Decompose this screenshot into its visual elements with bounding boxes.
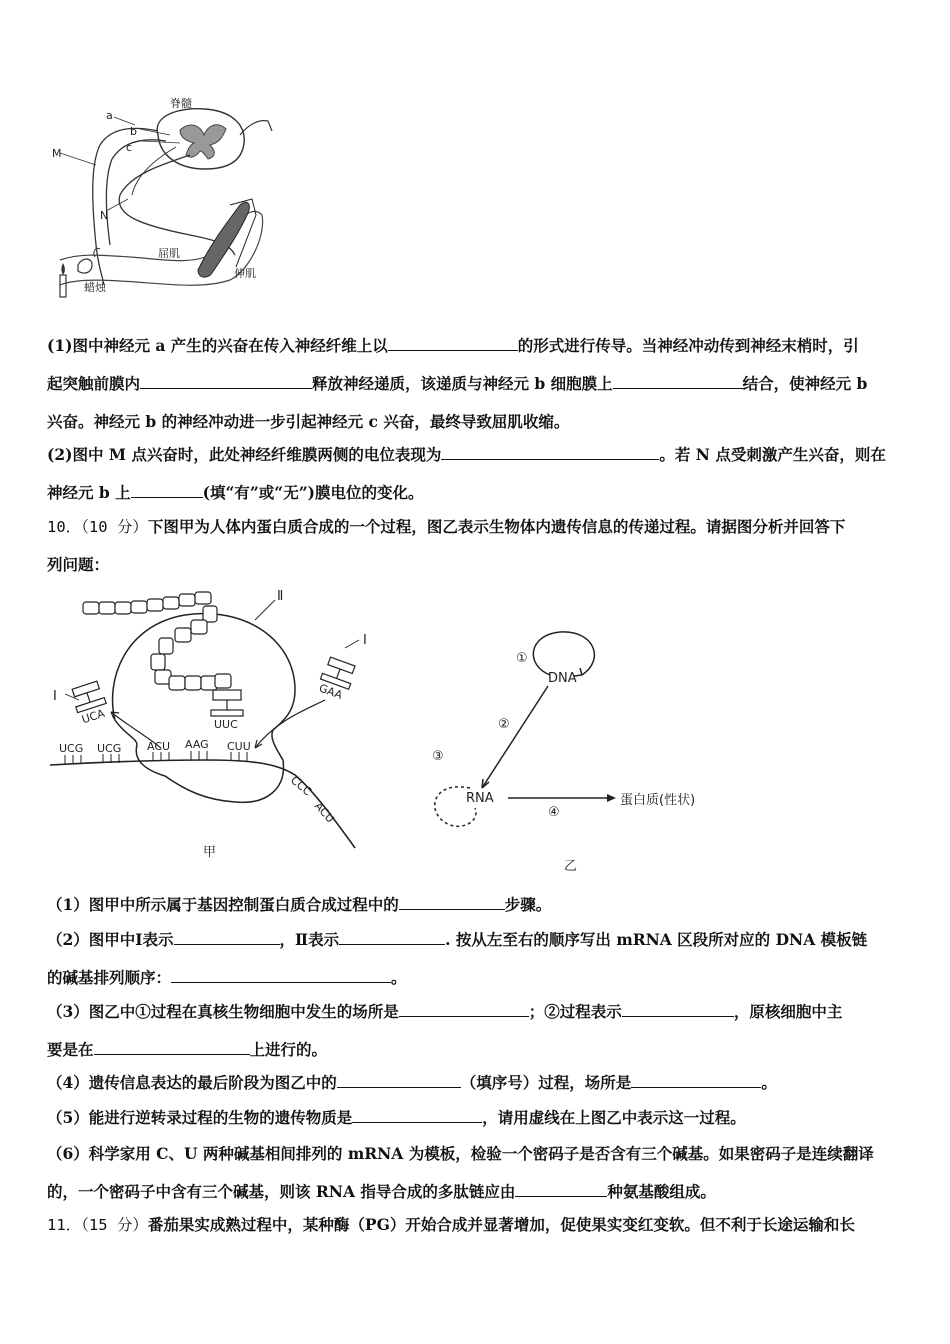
label-M: M: [52, 147, 62, 160]
q10-blank-8[interactable]: [337, 1069, 461, 1088]
q10-sub2: （2）图甲中Ⅰ表示 ，Ⅱ表示 . 按从左至右的顺序写出 mRNA 区段所对应的 DNA 模板链 的碱基排列顺序： 。: [47, 921, 907, 997]
label-circle-1: ①: [516, 651, 528, 666]
label-flexor: 屈肌: [158, 247, 180, 260]
label-I-left: Ⅰ: [53, 689, 57, 704]
q11-number: 11．: [47, 1216, 82, 1234]
label-circle-2: ②: [498, 717, 510, 732]
q9-blank-3[interactable]: [613, 370, 743, 389]
anticodon-right: GAA: [317, 681, 345, 702]
anticodon-left: UCA: [80, 706, 107, 727]
mrna-strand: [50, 760, 355, 848]
label-candle: 蜡烛: [84, 281, 106, 294]
q9-blank-5[interactable]: [131, 479, 203, 498]
label-b: b: [130, 125, 137, 138]
anticodon-center: UUC: [214, 718, 238, 731]
q9-blank-2[interactable]: [140, 370, 312, 389]
codon-5: CUU: [227, 740, 251, 753]
caption-jia: 甲: [203, 845, 217, 860]
q9-blank-1[interactable]: [388, 332, 518, 351]
q10-sub6: （6）科学家用 C、U 两种碱基相间排列的 mRNA 为模板，检验一个密码子是否含有三个碱基。如果密码子是连续翻译 的，一个密码子中含有三个碱基，则该 RNA 指导合成的多肽链应由 种氨基酸组成。: [47, 1144, 874, 1201]
q10-blank-10[interactable]: [352, 1104, 482, 1123]
q10-blank-6[interactable]: [622, 998, 734, 1017]
q10-sub3: （3）图乙中①过程在真核生物细胞中发生的场所是 ；②过程表示 ，原核细胞中主 要是在 上进行的。: [47, 993, 907, 1069]
label-dna: DNA: [548, 671, 577, 686]
codon-7: ACU: [311, 799, 337, 826]
label-spinal-cord: 脊髓: [170, 97, 192, 110]
codon-4: AAG: [185, 738, 209, 751]
q10-sub1: （1）图甲中所示属于基因控制蛋白质合成过程中的 步骤。: [47, 886, 907, 924]
q10-blank-9[interactable]: [631, 1069, 761, 1088]
q10-stem: 10．（10 分）下图甲为人体内蛋白质合成的一个过程，图乙表示生物体内遗传信息的传递过程。请据图分析并回答下 列问题：: [47, 517, 846, 574]
q10-blank-3[interactable]: [339, 926, 445, 945]
label-extensor: 伸肌: [234, 267, 256, 280]
q10-blank-11[interactable]: [515, 1178, 607, 1197]
reflex-arc-figure: [40, 95, 280, 310]
figure-yi-central-dogma: [420, 620, 740, 875]
q10-blank-7[interactable]: [94, 1036, 250, 1055]
q10-blank-5[interactable]: [399, 998, 529, 1017]
q10-sub5: （5）能进行逆转录过程的生物的遗传物质是 ，请用虚线在上图乙中表示这一过程。: [47, 1099, 907, 1137]
label-I-right: Ⅰ: [363, 633, 367, 648]
q10-blank-4[interactable]: [171, 964, 391, 983]
q10-points: （10 分）: [81, 518, 148, 536]
label-rna: RNA: [466, 791, 494, 806]
q9-sub1: (1)图中神经元 a 产生的兴奋在传入神经纤维上以 的形式进行传导。当神经冲动传到神经末梢时，引 起突触前膜内 释放神经递质，该递质与神经元 b 细胞膜上 结合，使神经元 b 兴奋。神经元 b 的神经冲动进一步引起神经元 c 兴奋，最终导致屈肌收缩。: [47, 327, 907, 441]
label-c: c: [126, 141, 133, 154]
q10-sub4: （4）遗传信息表达的最后阶段为图乙中的 （填序号）过程，场所是 。: [47, 1064, 907, 1102]
q9-blank-4[interactable]: [441, 441, 659, 460]
codon-1: UCG: [59, 742, 84, 755]
label-protein: 蛋白质(性状): [620, 793, 696, 808]
q10-number: 10．: [47, 518, 82, 536]
label-II: Ⅱ: [277, 589, 284, 604]
figure-jia-translation: [45, 580, 410, 865]
q10-blank-2[interactable]: [174, 926, 280, 945]
label-N: N: [100, 209, 109, 222]
label-circle-4: ④: [548, 805, 560, 820]
q9-sub2: (2)图中 M 点兴奋时，此处神经纤维膜两侧的电位表现为 。若 N 点受刺激产生兴奋，则在 神经元 b 上 (填“有”或“无”)膜电位的变化。: [47, 436, 907, 512]
caption-yi: 乙: [564, 859, 578, 874]
polypeptide-chain: [83, 592, 231, 690]
label-a: a: [106, 109, 113, 122]
q11-points: （15 分）: [81, 1216, 148, 1234]
q11-stem: 11．（15 分）番茄果实成熟过程中，某种酶（PG）开始合成并显著增加，促使果实变红变软。但不利于长途运输和长: [47, 1215, 855, 1234]
codon-3: ACU: [147, 740, 171, 753]
ribosome-outline: [113, 614, 295, 803]
label-circle-3: ③: [432, 749, 444, 764]
codon-6: CCC: [287, 773, 314, 799]
codon-2: UCG: [97, 742, 122, 755]
q10-blank-1[interactable]: [399, 891, 505, 910]
